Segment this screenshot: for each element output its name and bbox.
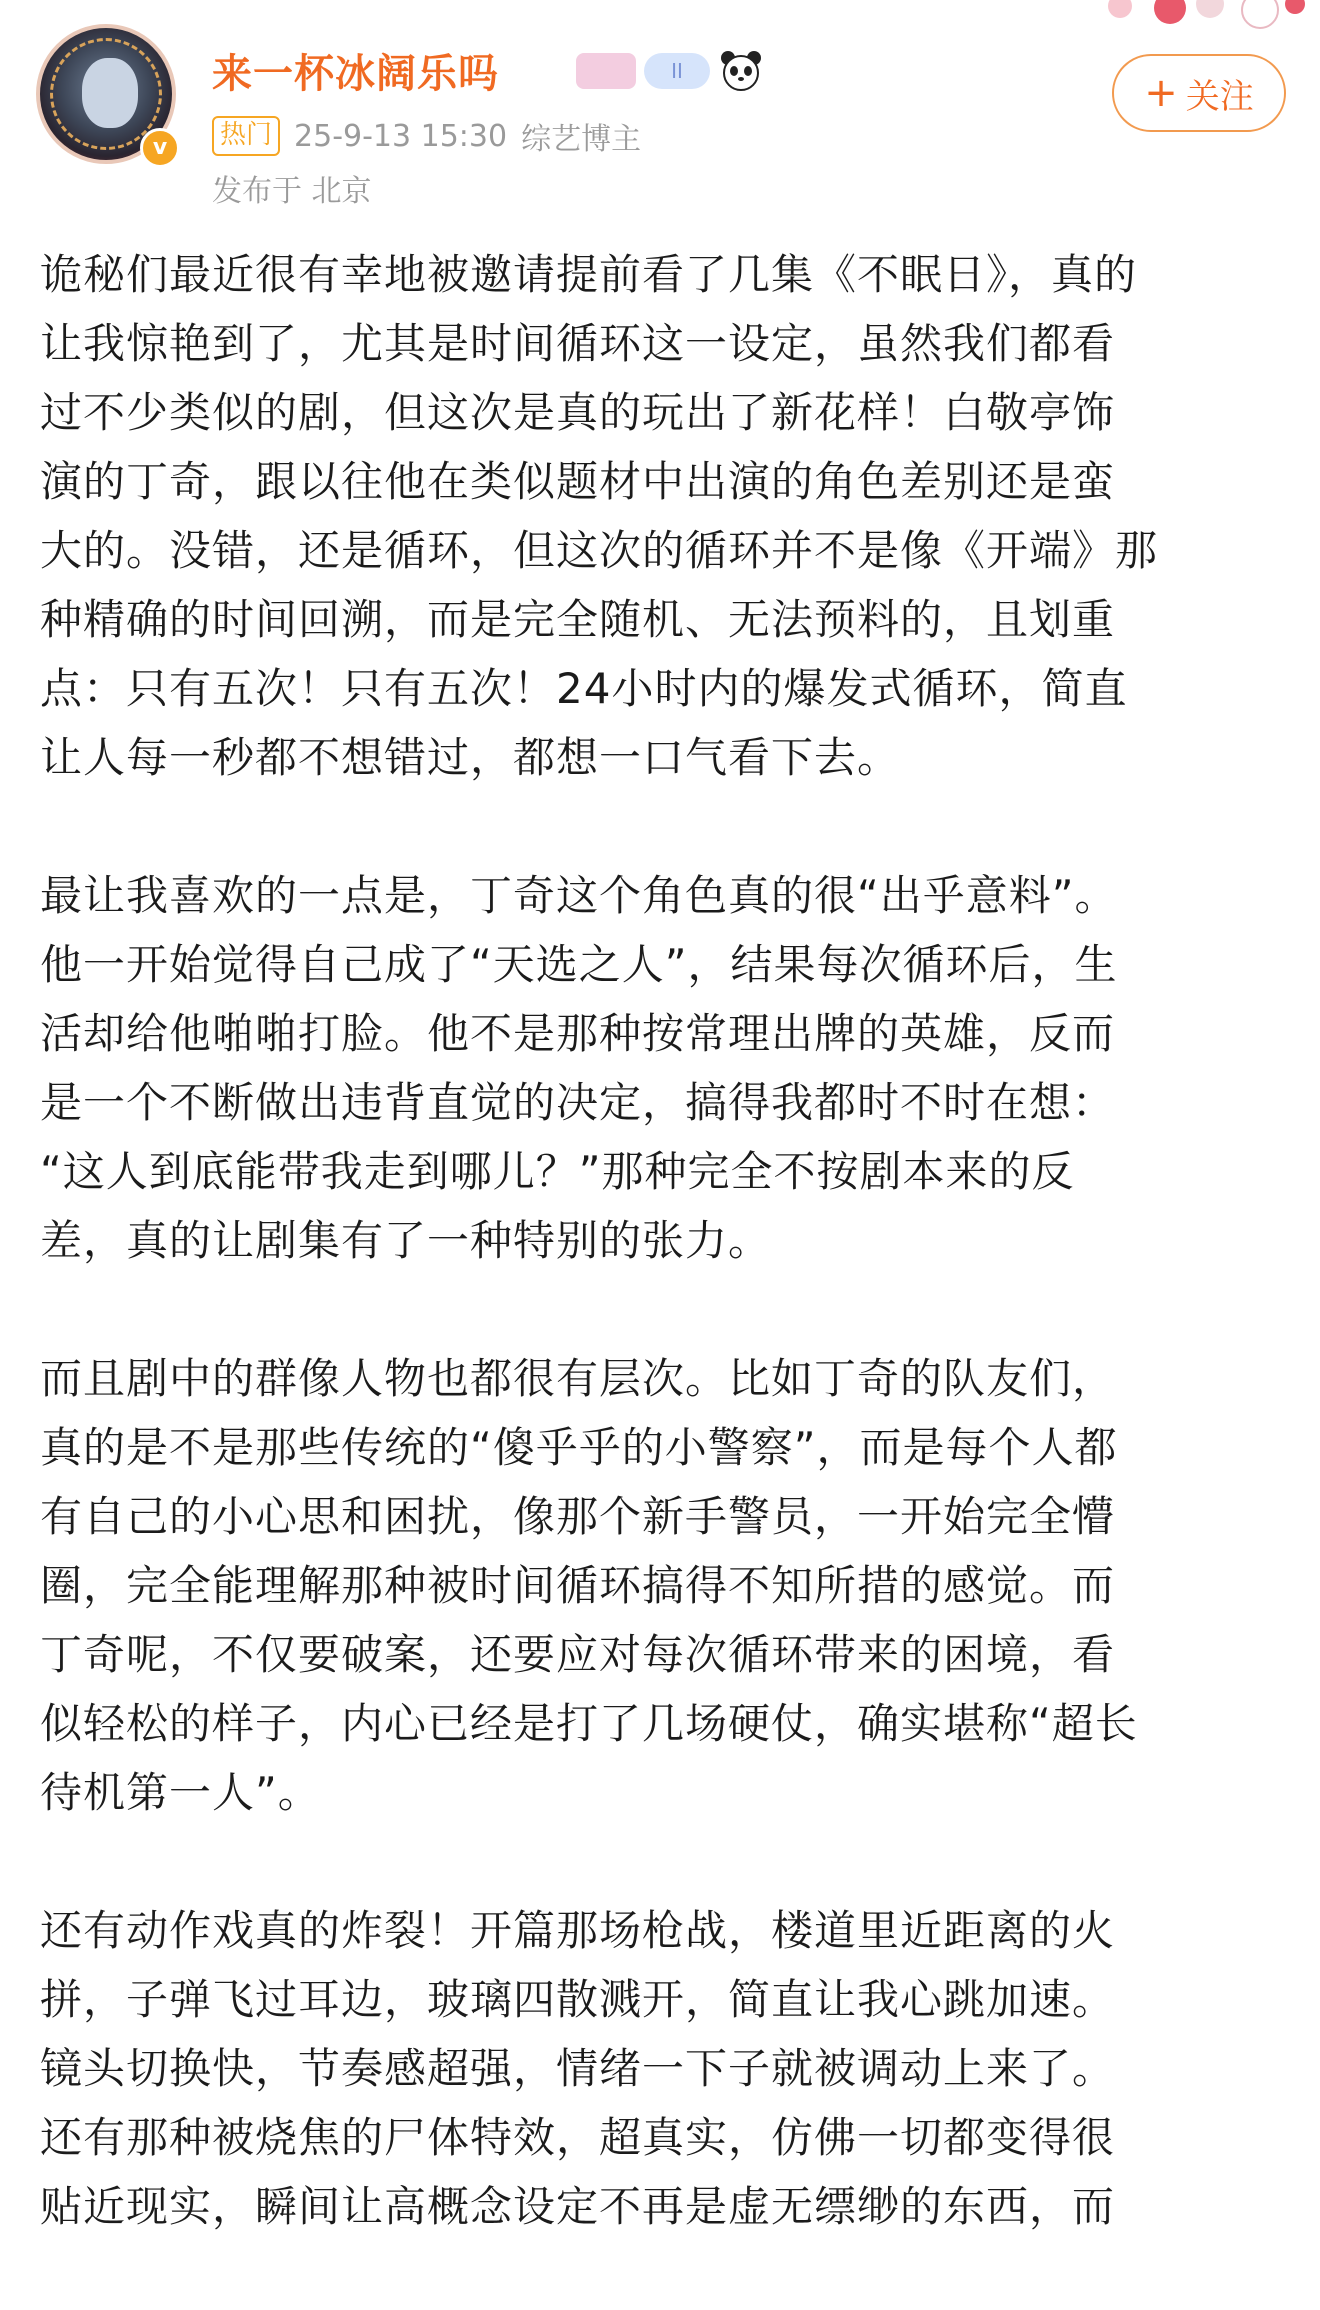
avatar[interactable] <box>36 24 176 164</box>
follow-label: 关注 <box>1185 76 1254 117</box>
post-body <box>40 240 1290 2310</box>
user-category: 综艺博主 <box>521 122 642 157</box>
post-paragraph: 诡秘们最近很有幸地被邀请提前看了几集《不眠日》，真的 让我惊艳到了，尤其是时间循环这一设定，虽然我们都看 过不少类似的剧，但这次是真的玩出了新花样！白敬亭饰 演的丁奇，跟以往他在类似题材中出演的角色差别还是蛮 大的。没错，还是循环，但这次的循环并不是像《开端》那 种精确的时间回溯，而是完全随机、无法预料的，且划重 点：只有五次！只有五次！24小时内的爆发式循环，简直 让人每一秒都不想错过，都想一口气看下去。 <box>40 250 1159 782</box>
username[interactable]: 来一杯冰阔乐吗 <box>212 51 499 97</box>
post-location: 发布于 北京 <box>212 174 372 209</box>
member-badge-icon <box>576 53 636 89</box>
follow-button[interactable] <box>1112 54 1286 132</box>
plus-icon: + <box>1144 70 1178 116</box>
post-meta <box>212 114 641 158</box>
avatar-figure <box>82 58 138 128</box>
verified-badge-icon: v <box>140 128 180 168</box>
post-header <box>36 24 1286 224</box>
panda-icon <box>718 48 764 94</box>
post-paragraph: 还有动作戏真的炸裂！开篇那场枪战，楼道里近距离的火 拼，子弹飞过耳边，玻璃四散溅开，简直让我心跳加速。 镜头切换快，节奏感超强，情绪一下子就被调动上来了。 还有那种被烧焦的尸体特效，超真实，仿佛一切都变得很 贴近现实，瞬间让高概念设定不再是虚无缥缈的东西，而 <box>40 1906 1116 2231</box>
post-paragraph: 而且剧中的群像人物也都很有层次。比如丁奇的队友们， 真的是不是那些传统的“傻乎乎的小警察”，而是每个人都 有自己的小心思和困扰，像那个新手警员，一开始完全懵 圈，完全能理解那种被时间循环搞得不知所措的感觉。而 丁奇呢，不仅要破案，还要应对每次循环带来的困境，看 似轻松的样子，内心已经是打了几场硬仗，确实堪称“超长 待机第一人”。 <box>40 1354 1138 1817</box>
post-timestamp: 25-9-13 15:30 <box>294 118 508 154</box>
post-paragraph: 最让我喜欢的一点是，丁奇这个角色真的很“出乎意料”。 他一开始觉得自己成了“天选之人”，结果每次循环后，生 活却给他啪啪打脸。他不是那种按常理出牌的英雄，反而 是一个不断做出违背直觉的决定，搞得我都时不时在想： “这人到底能带我走到哪儿？”那种完全不按剧本来的反 差，真的让剧集有了一种特别的张力。 <box>40 871 1118 1265</box>
hot-badge: 热门 <box>212 116 280 156</box>
user-badges <box>576 48 764 94</box>
level-badge-icon: II <box>644 53 710 89</box>
